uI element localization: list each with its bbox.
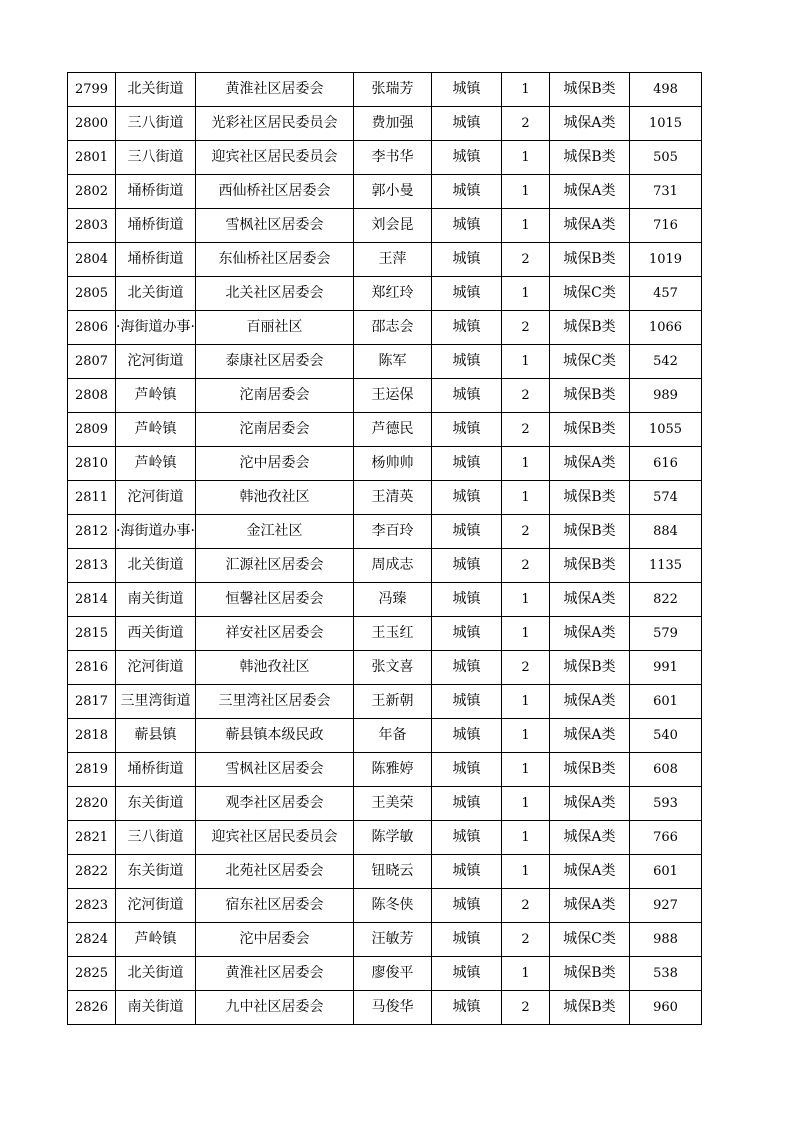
household-count-cell: 1	[502, 719, 550, 753]
row-id-cell: 2819	[68, 753, 116, 787]
amount-cell: 579	[630, 617, 702, 651]
community-cell: 雪枫社区居委会	[196, 753, 354, 787]
area-type-cell: 城镇	[432, 549, 502, 583]
street-office-cell: 东关街道	[116, 855, 196, 889]
row-id-cell: 2807	[68, 345, 116, 379]
person-name-cell: 年备	[354, 719, 432, 753]
row-id-cell: 2820	[68, 787, 116, 821]
amount-cell: 731	[630, 175, 702, 209]
community-cell: 蕲县镇本级民政	[196, 719, 354, 753]
person-name-cell: 陈军	[354, 345, 432, 379]
household-count-cell: 2	[502, 379, 550, 413]
street-office-cell: 北关街道	[116, 549, 196, 583]
community-cell: 光彩社区居民委员会	[196, 107, 354, 141]
table-row	[68, 243, 702, 277]
table-row	[68, 651, 702, 685]
amount-cell: 540	[630, 719, 702, 753]
area-type-cell: 城镇	[432, 311, 502, 345]
insurance-category-cell: 城保B类	[550, 991, 630, 1025]
area-type-cell: 城镇	[432, 889, 502, 923]
row-id-cell: 2802	[68, 175, 116, 209]
person-name-cell: 张文喜	[354, 651, 432, 685]
area-type-cell: 城镇	[432, 753, 502, 787]
row-id-cell: 2818	[68, 719, 116, 753]
street-office-cell: 芦岭镇	[116, 379, 196, 413]
community-cell: 黄淮社区居委会	[196, 73, 354, 107]
area-type-cell: 城镇	[432, 345, 502, 379]
area-type-cell: 城镇	[432, 141, 502, 175]
insurance-category-cell: 城保B类	[550, 515, 630, 549]
area-type-cell: 城镇	[432, 855, 502, 889]
insurance-category-cell: 城保A类	[550, 175, 630, 209]
person-name-cell: 李书华	[354, 141, 432, 175]
area-type-cell: 城镇	[432, 583, 502, 617]
household-count-cell: 1	[502, 787, 550, 821]
area-type-cell: 城镇	[432, 515, 502, 549]
table-row	[68, 583, 702, 617]
amount-cell: 991	[630, 651, 702, 685]
street-office-cell: ·海街道办事·	[116, 311, 196, 345]
street-office-cell: ·海街道办事·	[116, 515, 196, 549]
household-count-cell: 1	[502, 73, 550, 107]
insurance-category-cell: 城保B类	[550, 651, 630, 685]
insurance-category-cell: 城保A类	[550, 821, 630, 855]
amount-cell: 989	[630, 379, 702, 413]
amount-cell: 593	[630, 787, 702, 821]
row-id-cell: 2816	[68, 651, 116, 685]
area-type-cell: 城镇	[432, 277, 502, 311]
insurance-category-cell: 城保C类	[550, 277, 630, 311]
person-name-cell: 王运保	[354, 379, 432, 413]
household-count-cell: 2	[502, 923, 550, 957]
area-type-cell: 城镇	[432, 209, 502, 243]
insurance-category-cell: 城保B类	[550, 141, 630, 175]
household-count-cell: 2	[502, 515, 550, 549]
table-row	[68, 413, 702, 447]
table-row	[68, 481, 702, 515]
household-count-cell: 1	[502, 753, 550, 787]
person-name-cell: 李百玲	[354, 515, 432, 549]
row-id-cell: 2826	[68, 991, 116, 1025]
street-office-cell: 埇桥街道	[116, 753, 196, 787]
street-office-cell: 南关街道	[116, 583, 196, 617]
street-office-cell: 三里湾街道	[116, 685, 196, 719]
amount-cell: 457	[630, 277, 702, 311]
area-type-cell: 城镇	[432, 991, 502, 1025]
person-name-cell: 王清英	[354, 481, 432, 515]
community-cell: 沱中居委会	[196, 447, 354, 481]
row-id-cell: 2814	[68, 583, 116, 617]
table-row	[68, 991, 702, 1025]
amount-cell: 960	[630, 991, 702, 1025]
household-count-cell: 1	[502, 481, 550, 515]
insurance-category-cell: 城保B类	[550, 379, 630, 413]
area-type-cell: 城镇	[432, 651, 502, 685]
person-name-cell: 张瑞芳	[354, 73, 432, 107]
amount-cell: 1019	[630, 243, 702, 277]
insurance-category-cell: 城保A类	[550, 107, 630, 141]
table-row	[68, 311, 702, 345]
household-count-cell: 1	[502, 345, 550, 379]
row-id-cell: 2808	[68, 379, 116, 413]
amount-cell: 601	[630, 685, 702, 719]
community-cell: 沱南居委会	[196, 413, 354, 447]
row-id-cell: 2815	[68, 617, 116, 651]
community-cell: 三里湾社区居委会	[196, 685, 354, 719]
community-cell: 沱中居委会	[196, 923, 354, 957]
area-type-cell: 城镇	[432, 73, 502, 107]
person-name-cell: 王玉红	[354, 617, 432, 651]
household-count-cell: 2	[502, 243, 550, 277]
insurance-category-cell: 城保A类	[550, 583, 630, 617]
street-office-cell: 北关街道	[116, 277, 196, 311]
street-office-cell: 埇桥街道	[116, 243, 196, 277]
community-cell: 九中社区居委会	[196, 991, 354, 1025]
table-row	[68, 515, 702, 549]
community-cell: 金江社区	[196, 515, 354, 549]
street-office-cell: 三八街道	[116, 821, 196, 855]
household-count-cell: 1	[502, 583, 550, 617]
insurance-category-cell: 城保B类	[550, 243, 630, 277]
community-cell: 泰康社区居委会	[196, 345, 354, 379]
insurance-category-cell: 城保B类	[550, 73, 630, 107]
table-row	[68, 549, 702, 583]
amount-cell: 608	[630, 753, 702, 787]
insurance-category-cell: 城保A类	[550, 209, 630, 243]
table-row	[68, 175, 702, 209]
table-row	[68, 73, 702, 107]
person-name-cell: 芦德民	[354, 413, 432, 447]
amount-cell: 716	[630, 209, 702, 243]
area-type-cell: 城镇	[432, 175, 502, 209]
street-office-cell: 北关街道	[116, 957, 196, 991]
community-cell: 迎宾社区居民委员会	[196, 821, 354, 855]
person-name-cell: 杨帅帅	[354, 447, 432, 481]
household-count-cell: 2	[502, 651, 550, 685]
household-count-cell: 1	[502, 141, 550, 175]
street-office-cell: 北关街道	[116, 73, 196, 107]
row-id-cell: 2824	[68, 923, 116, 957]
row-id-cell: 2810	[68, 447, 116, 481]
amount-cell: 538	[630, 957, 702, 991]
amount-cell: 1066	[630, 311, 702, 345]
community-cell: 东仙桥社区居委会	[196, 243, 354, 277]
street-office-cell: 沱河街道	[116, 889, 196, 923]
community-cell: 北关社区居委会	[196, 277, 354, 311]
person-name-cell: 周成志	[354, 549, 432, 583]
amount-cell: 1015	[630, 107, 702, 141]
table-row	[68, 821, 702, 855]
table-row	[68, 379, 702, 413]
community-cell: 韩池孜社区	[196, 481, 354, 515]
insurance-category-cell: 城保A类	[550, 617, 630, 651]
row-id-cell: 2805	[68, 277, 116, 311]
row-id-cell: 2801	[68, 141, 116, 175]
insurance-category-cell: 城保B类	[550, 957, 630, 991]
insurance-category-cell: 城保A类	[550, 685, 630, 719]
insurance-category-cell: 城保B类	[550, 311, 630, 345]
person-name-cell: 郑红玲	[354, 277, 432, 311]
table-row	[68, 685, 702, 719]
household-count-cell: 2	[502, 311, 550, 345]
area-type-cell: 城镇	[432, 243, 502, 277]
community-cell: 宿东社区居委会	[196, 889, 354, 923]
person-name-cell: 费加强	[354, 107, 432, 141]
amount-cell: 498	[630, 73, 702, 107]
street-office-cell: 三八街道	[116, 141, 196, 175]
amount-cell: 1055	[630, 413, 702, 447]
amount-cell: 927	[630, 889, 702, 923]
street-office-cell: 芦岭镇	[116, 447, 196, 481]
row-id-cell: 2813	[68, 549, 116, 583]
insurance-category-cell: 城保A类	[550, 889, 630, 923]
insurance-category-cell: 城保B类	[550, 413, 630, 447]
street-office-cell: 三八街道	[116, 107, 196, 141]
insurance-category-cell: 城保B类	[550, 753, 630, 787]
insurance-category-cell: 城保A类	[550, 855, 630, 889]
insurance-category-cell: 城保C类	[550, 923, 630, 957]
community-cell: 汇源社区居委会	[196, 549, 354, 583]
row-id-cell: 2804	[68, 243, 116, 277]
household-count-cell: 1	[502, 957, 550, 991]
table-row	[68, 209, 702, 243]
household-count-cell: 2	[502, 413, 550, 447]
street-office-cell: 埇桥街道	[116, 209, 196, 243]
area-type-cell: 城镇	[432, 413, 502, 447]
community-cell: 观李社区居委会	[196, 787, 354, 821]
community-cell: 西仙桥社区居委会	[196, 175, 354, 209]
household-count-cell: 2	[502, 991, 550, 1025]
street-office-cell: 南关街道	[116, 991, 196, 1025]
person-name-cell: 王萍	[354, 243, 432, 277]
area-type-cell: 城镇	[432, 719, 502, 753]
table-row	[68, 855, 702, 889]
area-type-cell: 城镇	[432, 923, 502, 957]
amount-cell: 822	[630, 583, 702, 617]
table-row	[68, 617, 702, 651]
person-name-cell: 陈冬侠	[354, 889, 432, 923]
row-id-cell: 2800	[68, 107, 116, 141]
table-row	[68, 787, 702, 821]
community-cell: 恒馨社区居委会	[196, 583, 354, 617]
row-id-cell: 2799	[68, 73, 116, 107]
amount-cell: 542	[630, 345, 702, 379]
table-body	[68, 73, 702, 1025]
row-id-cell: 2812	[68, 515, 116, 549]
person-name-cell: 廖俊平	[354, 957, 432, 991]
amount-cell: 616	[630, 447, 702, 481]
person-name-cell: 汪敏芳	[354, 923, 432, 957]
insurance-category-cell: 城保B类	[550, 481, 630, 515]
household-count-cell: 2	[502, 549, 550, 583]
household-count-cell: 1	[502, 447, 550, 481]
area-type-cell: 城镇	[432, 379, 502, 413]
person-name-cell: 邵志会	[354, 311, 432, 345]
person-name-cell: 刘会昆	[354, 209, 432, 243]
household-count-cell: 1	[502, 685, 550, 719]
community-cell: 百丽社区	[196, 311, 354, 345]
area-type-cell: 城镇	[432, 481, 502, 515]
person-name-cell: 陈雅婷	[354, 753, 432, 787]
row-id-cell: 2821	[68, 821, 116, 855]
table-row	[68, 719, 702, 753]
community-cell: 祥安社区居委会	[196, 617, 354, 651]
row-id-cell: 2823	[68, 889, 116, 923]
insurance-category-cell: 城保C类	[550, 345, 630, 379]
amount-cell: 988	[630, 923, 702, 957]
table-row	[68, 447, 702, 481]
table-row	[68, 141, 702, 175]
street-office-cell: 芦岭镇	[116, 413, 196, 447]
street-office-cell: 沱河街道	[116, 345, 196, 379]
household-count-cell: 1	[502, 855, 550, 889]
street-office-cell: 西关街道	[116, 617, 196, 651]
table-row	[68, 277, 702, 311]
household-count-cell: 2	[502, 889, 550, 923]
insurance-category-cell: 城保A类	[550, 719, 630, 753]
row-id-cell: 2809	[68, 413, 116, 447]
table-row	[68, 923, 702, 957]
row-id-cell: 2806	[68, 311, 116, 345]
insurance-category-cell: 城保A类	[550, 447, 630, 481]
person-name-cell: 郭小曼	[354, 175, 432, 209]
amount-cell: 574	[630, 481, 702, 515]
row-id-cell: 2803	[68, 209, 116, 243]
street-office-cell: 沱河街道	[116, 651, 196, 685]
insurance-category-cell: 城保A类	[550, 787, 630, 821]
row-id-cell: 2825	[68, 957, 116, 991]
amount-cell: 884	[630, 515, 702, 549]
amount-cell: 1135	[630, 549, 702, 583]
data-table	[67, 72, 702, 1025]
person-name-cell: 钮晓云	[354, 855, 432, 889]
area-type-cell: 城镇	[432, 107, 502, 141]
household-count-cell: 1	[502, 617, 550, 651]
person-name-cell: 陈学敏	[354, 821, 432, 855]
community-cell: 韩池孜社区	[196, 651, 354, 685]
area-type-cell: 城镇	[432, 821, 502, 855]
street-office-cell: 沱河街道	[116, 481, 196, 515]
street-office-cell: 蕲县镇	[116, 719, 196, 753]
area-type-cell: 城镇	[432, 617, 502, 651]
community-cell: 雪枫社区居委会	[196, 209, 354, 243]
table-row	[68, 345, 702, 379]
household-count-cell: 1	[502, 175, 550, 209]
person-name-cell: 马俊华	[354, 991, 432, 1025]
street-office-cell: 芦岭镇	[116, 923, 196, 957]
area-type-cell: 城镇	[432, 685, 502, 719]
household-count-cell: 2	[502, 107, 550, 141]
table-row	[68, 753, 702, 787]
table-row	[68, 107, 702, 141]
amount-cell: 766	[630, 821, 702, 855]
community-cell: 黄淮社区居委会	[196, 957, 354, 991]
community-cell: 沱南居委会	[196, 379, 354, 413]
amount-cell: 505	[630, 141, 702, 175]
row-id-cell: 2822	[68, 855, 116, 889]
table-row	[68, 957, 702, 991]
street-office-cell: 埇桥街道	[116, 175, 196, 209]
community-cell: 迎宾社区居民委员会	[196, 141, 354, 175]
area-type-cell: 城镇	[432, 787, 502, 821]
amount-cell: 601	[630, 855, 702, 889]
person-name-cell: 冯臻	[354, 583, 432, 617]
household-count-cell: 1	[502, 277, 550, 311]
household-count-cell: 1	[502, 209, 550, 243]
row-id-cell: 2811	[68, 481, 116, 515]
table-row	[68, 889, 702, 923]
household-count-cell: 1	[502, 821, 550, 855]
row-id-cell: 2817	[68, 685, 116, 719]
insurance-category-cell: 城保B类	[550, 549, 630, 583]
community-cell: 北苑社区居委会	[196, 855, 354, 889]
person-name-cell: 王美荣	[354, 787, 432, 821]
person-name-cell: 王新朝	[354, 685, 432, 719]
street-office-cell: 东关街道	[116, 787, 196, 821]
area-type-cell: 城镇	[432, 957, 502, 991]
area-type-cell: 城镇	[432, 447, 502, 481]
